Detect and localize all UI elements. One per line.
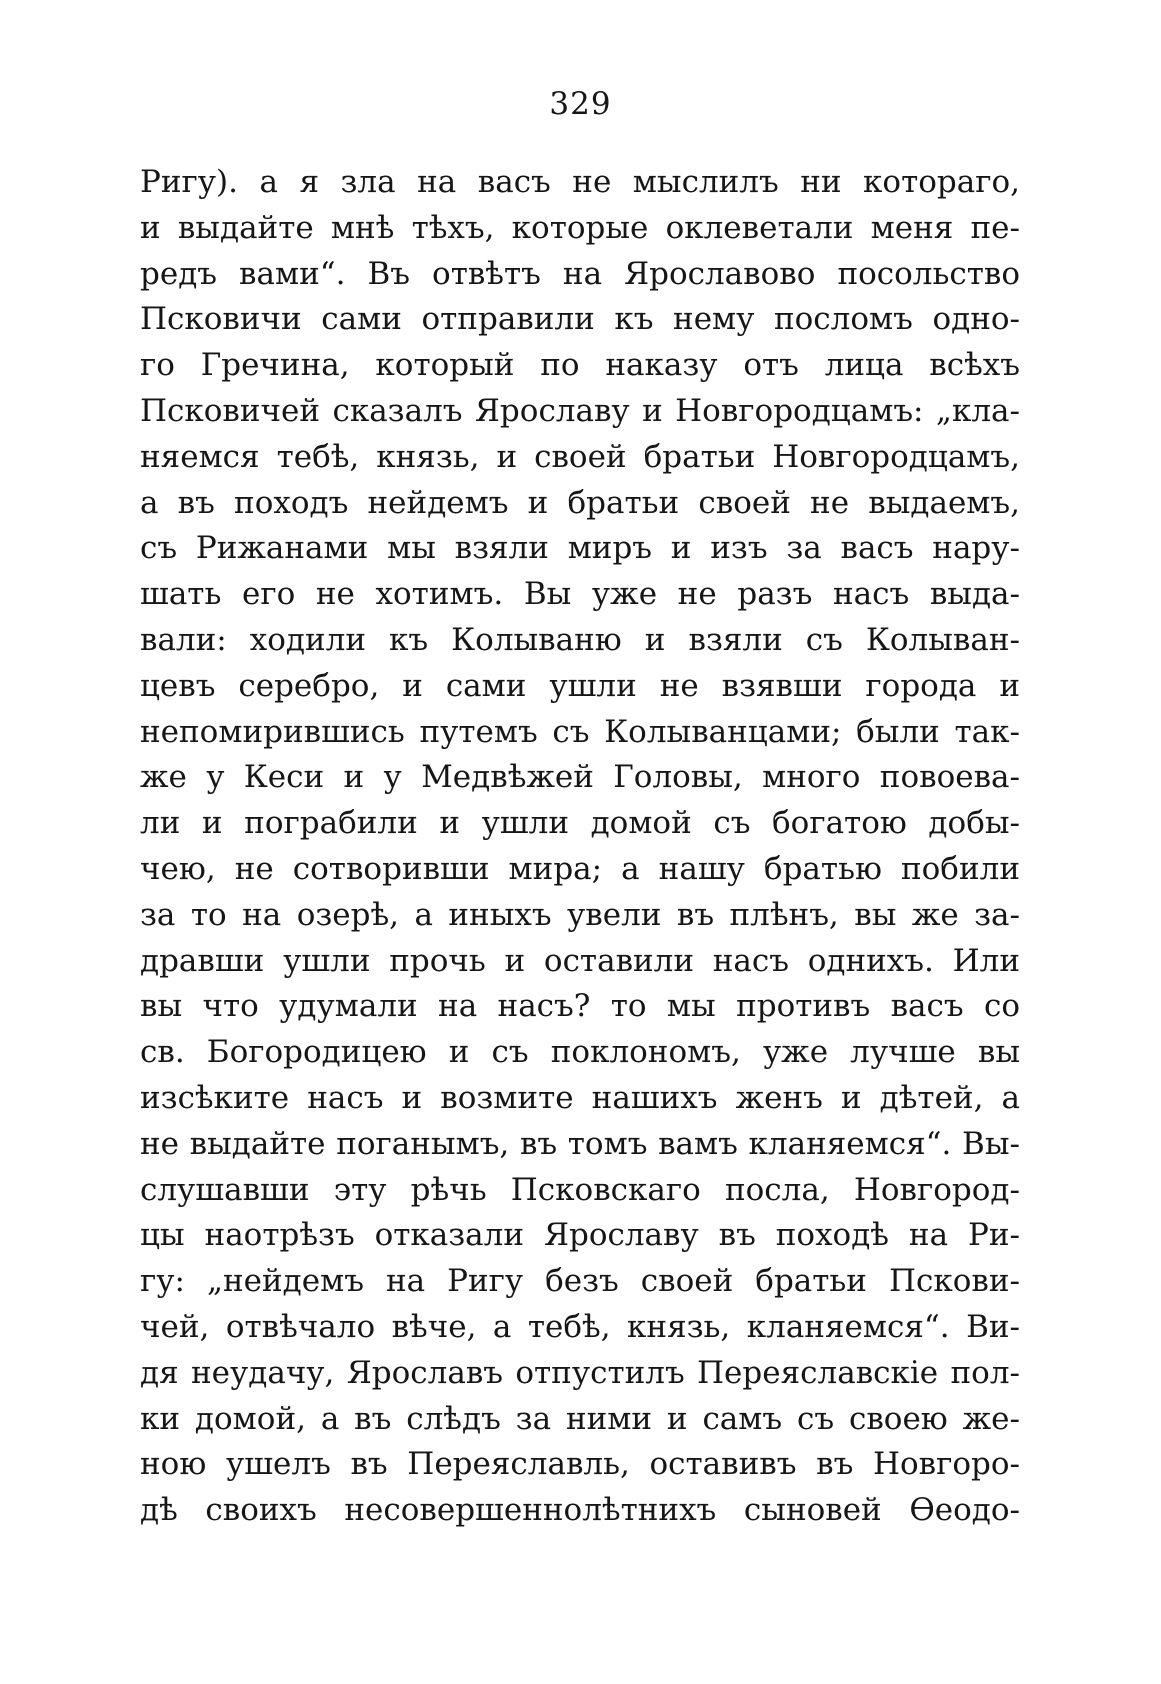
text-line: не выдайте поганымъ, въ томъ вамъ кланяемся“. Вы- — [140, 1125, 1020, 1162]
page-text — [140, 160, 1020, 1534]
text-line: вы что удумали на насъ? то мы противъ васъ со — [140, 988, 1020, 1025]
text-line: за то на озерѣ, а иныхъ увели въ плѣнъ, вы же за- — [140, 896, 1020, 933]
text-line: няемся тебѣ, князь, и своей братьи Новгородцамъ, — [140, 438, 1020, 475]
text-line: цы наотрѣзъ отказали Ярославу въ походѣ на Ри- — [140, 1217, 1020, 1254]
text-line: св. Богородицею и съ поклономъ, уже лучше вы — [140, 1034, 1020, 1071]
text-line: дравши ушли прочь и оставили насъ однихъ. Или — [140, 942, 1020, 979]
text-line: Ригу). а я зла на васъ не мыслилъ ни котораго, — [140, 164, 1020, 200]
text-line: чей, отвѣчало вѣче, а тебѣ, князь, кланяемся“. Ви- — [140, 1308, 1020, 1345]
text-line: изсѣките насъ и возмите нашихъ женъ и дѣтей, а — [140, 1079, 1020, 1116]
text-line: же у Кеси и у Медвѣжей Головы, много повоева- — [140, 759, 1020, 796]
text-line: дя неудачу, Ярославъ отпустилъ Переяславскіе пол- — [140, 1354, 1020, 1391]
text-line: чею, не сотворивши мира; а нашу братью побили — [140, 850, 1020, 887]
text-line: цевъ серебро, и сами ушли не взявши города и — [140, 667, 1020, 704]
page-number: 329 — [549, 86, 612, 122]
text-line: и выдайте мнѣ тѣхъ, которые оклеветали меня пе- — [140, 209, 1020, 246]
text-line: гу: „нейдемъ на Ригу безъ своей братьи Пскови- — [140, 1263, 1020, 1300]
text-line: непомирившись путемъ съ Колыванцами; были так- — [140, 713, 1020, 750]
text-line: ли и пограбили и ушли домой съ богатою добы- — [140, 805, 1020, 842]
text-line: ки домой, а въ слѣдъ за ними и самъ съ своею же- — [140, 1400, 1020, 1437]
text-line: а въ походъ нейдемъ и братьи своей не выдаемъ, — [140, 484, 1020, 521]
text-line: съ Рижанами мы взяли миръ и изъ за васъ нару- — [140, 530, 1020, 567]
text-line: ною ушелъ въ Переяславль, оставивъ въ Новгоро- — [140, 1446, 1020, 1483]
text-line: шать его не хотимъ. Вы уже не разъ насъ выда- — [140, 576, 1020, 613]
text-line: го Гречина, который по наказу отъ лица всѣхъ — [140, 347, 1020, 384]
text-line: вали: ходили къ Колываню и взяли съ Колыван- — [140, 621, 1020, 658]
text-line: Псковичи сами отправили къ нему посломъ одно- — [140, 301, 1020, 338]
text-line: редъ вами“. Въ отвѣтъ на Ярославово посольство — [140, 255, 1020, 292]
text-line: Псковичей сказалъ Ярославу и Новгородцамъ: „кла- — [140, 392, 1020, 429]
text-line: слушавши эту рѣчь Псковскаго посла, Новгород- — [140, 1171, 1020, 1208]
text-line: дѣ своихъ несовершеннолѣтнихъ сыновей Ѳеодо- — [140, 1492, 1020, 1529]
